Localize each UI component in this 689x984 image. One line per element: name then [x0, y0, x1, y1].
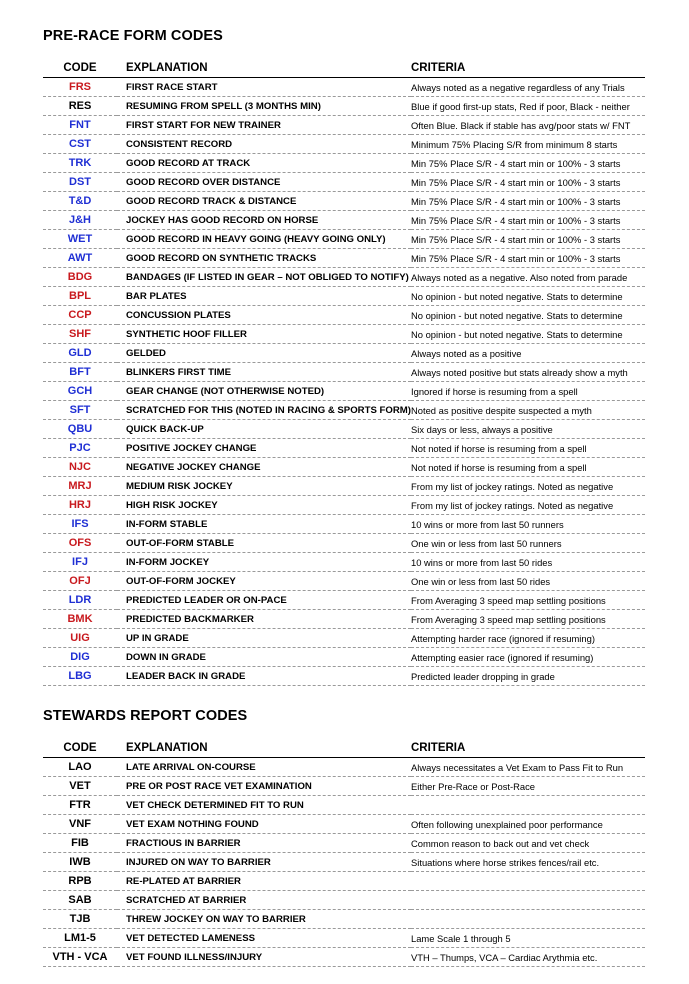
explanation-cell: IN-FORM JOCKEY [117, 553, 411, 572]
table-row [43, 572, 645, 591]
table-row [43, 496, 645, 515]
explanation-cell: GEAR CHANGE (NOT OTHERWISE NOTED) [117, 382, 411, 401]
table-row [43, 758, 645, 777]
explanation-cell: SYNTHETIC HOOF FILLER [117, 325, 411, 344]
code-cell: SFT [43, 401, 117, 420]
criteria-cell: Always noted as a negative regardless of any Trials [411, 78, 645, 97]
criteria-cell: No opinion - but noted negative. Stats to determine [411, 325, 645, 344]
code-cell: BDG [43, 268, 117, 287]
code-cell: RPB [43, 872, 117, 891]
explanation-header: EXPLANATION [117, 738, 411, 758]
criteria-cell: Minimum 75% Placing S/R from minimum 8 starts [411, 135, 645, 154]
table-row [43, 834, 645, 853]
code-cell: BFT [43, 363, 117, 382]
explanation-cell: POSITIVE JOCKEY CHANGE [117, 439, 411, 458]
table-row [43, 192, 645, 211]
code-cell: SAB [43, 891, 117, 910]
code-cell: IWB [43, 853, 117, 872]
criteria-cell: Min 75% Place S/R - 4 start min or 100% - 3 starts [411, 211, 645, 230]
criteria-cell: 10 wins or more from last 50 runners [411, 515, 645, 534]
explanation-cell: VET FOUND ILLNESS/INJURY [117, 948, 411, 967]
table-row [43, 872, 645, 891]
criteria-cell: Predicted leader dropping in grade [411, 667, 645, 686]
code-cell: PJC [43, 439, 117, 458]
prerace-header-row [43, 58, 645, 78]
explanation-cell: CONSISTENT RECORD [117, 135, 411, 154]
criteria-cell: Six days or less, always a positive [411, 420, 645, 439]
criteria-cell: Common reason to back out and vet check [411, 834, 645, 853]
table-row [43, 948, 645, 967]
explanation-cell: RESUMING FROM SPELL (3 MONTHS MIN) [117, 97, 411, 116]
table-row [43, 553, 645, 572]
explanation-cell: FRACTIOUS IN BARRIER [117, 834, 411, 853]
explanation-cell: FIRST RACE START [117, 78, 411, 97]
code-cell: SHF [43, 325, 117, 344]
code-cell: FRS [43, 78, 117, 97]
explanation-cell: JOCKEY HAS GOOD RECORD ON HORSE [117, 211, 411, 230]
code-cell: J&H [43, 211, 117, 230]
code-header: CODE [43, 58, 117, 78]
criteria-cell: No opinion - but noted negative. Stats to determine [411, 306, 645, 325]
criteria-cell: Min 75% Place S/R - 4 start min or 100% - 3 starts [411, 230, 645, 249]
explanation-cell: SCRATCHED AT BARRIER [117, 891, 411, 910]
table-row [43, 344, 645, 363]
explanation-cell: PRE OR POST RACE VET EXAMINATION [117, 777, 411, 796]
criteria-cell: Always noted as a positive [411, 344, 645, 363]
code-cell: CST [43, 135, 117, 154]
table-row [43, 97, 645, 116]
criteria-cell: From my list of jockey ratings. Noted as negative [411, 496, 645, 515]
table-row [43, 591, 645, 610]
stewards-table [43, 738, 645, 967]
code-cell: NJC [43, 458, 117, 477]
explanation-cell: INJURED ON WAY TO BARRIER [117, 853, 411, 872]
table-row [43, 116, 645, 135]
table-row [43, 230, 645, 249]
criteria-cell: No opinion - but noted negative. Stats to determine [411, 287, 645, 306]
explanation-cell: LATE ARRIVAL ON-COURSE [117, 758, 411, 777]
explanation-cell: VET EXAM NOTHING FOUND [117, 815, 411, 834]
criteria-cell: Not noted if horse is resuming from a spell [411, 439, 645, 458]
explanation-cell: GOOD RECORD ON SYNTHETIC TRACKS [117, 249, 411, 268]
code-cell: TRK [43, 154, 117, 173]
table-row [43, 420, 645, 439]
code-cell: WET [43, 230, 117, 249]
code-cell: OFS [43, 534, 117, 553]
criteria-cell: From Averaging 3 speed map settling positions [411, 591, 645, 610]
explanation-cell: BAR PLATES [117, 287, 411, 306]
table-row [43, 929, 645, 948]
table-row [43, 629, 645, 648]
code-cell: AWT [43, 249, 117, 268]
criteria-header: CRITERIA [411, 58, 645, 78]
explanation-cell: MEDIUM RISK JOCKEY [117, 477, 411, 496]
table-row [43, 477, 645, 496]
code-cell: BMK [43, 610, 117, 629]
code-cell: FTR [43, 796, 117, 815]
explanation-cell: OUT-OF-FORM STABLE [117, 534, 411, 553]
code-cell: RES [43, 97, 117, 116]
criteria-header: CRITERIA [411, 738, 645, 758]
explanation-cell: OUT-OF-FORM JOCKEY [117, 572, 411, 591]
table-row [43, 891, 645, 910]
criteria-cell: Always noted as a negative. Also noted from parade [411, 268, 645, 287]
explanation-cell: THREW JOCKEY ON WAY TO BARRIER [117, 910, 411, 929]
table-row [43, 154, 645, 173]
code-cell: GCH [43, 382, 117, 401]
code-cell: VNF [43, 815, 117, 834]
table-row [43, 363, 645, 382]
code-cell: LBG [43, 667, 117, 686]
table-row [43, 249, 645, 268]
explanation-cell: BLINKERS FIRST TIME [117, 363, 411, 382]
explanation-cell: GOOD RECORD TRACK & DISTANCE [117, 192, 411, 211]
criteria-cell [411, 910, 645, 929]
criteria-cell: Ignored if horse is resuming from a spell [411, 382, 645, 401]
explanation-header: EXPLANATION [117, 58, 411, 78]
code-cell: FIB [43, 834, 117, 853]
explanation-cell: DOWN IN GRADE [117, 648, 411, 667]
code-cell: CCP [43, 306, 117, 325]
table-row [43, 796, 645, 815]
table-row [43, 401, 645, 420]
table-row [43, 78, 645, 97]
explanation-cell: NEGATIVE JOCKEY CHANGE [117, 458, 411, 477]
criteria-cell: Min 75% Place S/R - 4 start min or 100% - 3 starts [411, 173, 645, 192]
criteria-cell: Attempting easier race (ignored if resuming) [411, 648, 645, 667]
code-cell: MRJ [43, 477, 117, 496]
stewards-title: STEWARDS REPORT CODES [43, 708, 248, 724]
code-cell: FNT [43, 116, 117, 135]
code-cell: BPL [43, 287, 117, 306]
explanation-cell: IN-FORM STABLE [117, 515, 411, 534]
criteria-cell: Lame Scale 1 through 5 [411, 929, 645, 948]
code-cell: VET [43, 777, 117, 796]
table-row [43, 458, 645, 477]
criteria-cell: Not noted if horse is resuming from a spell [411, 458, 645, 477]
table-row [43, 173, 645, 192]
stewards-header-row [43, 738, 645, 758]
explanation-cell: CONCUSSION PLATES [117, 306, 411, 325]
criteria-cell: Always noted positive but stats already show a myth [411, 363, 645, 382]
criteria-cell: Noted as positive despite suspected a myth [411, 401, 645, 420]
table-row [43, 515, 645, 534]
code-header: CODE [43, 738, 117, 758]
code-cell: DST [43, 173, 117, 192]
explanation-cell: HIGH RISK JOCKEY [117, 496, 411, 515]
explanation-cell: GOOD RECORD IN HEAVY GOING (HEAVY GOING ONLY) [117, 230, 411, 249]
table-row [43, 853, 645, 872]
criteria-cell: One win or less from last 50 rides [411, 572, 645, 591]
table-row [43, 777, 645, 796]
code-cell: IFJ [43, 553, 117, 572]
table-row [43, 268, 645, 287]
criteria-cell [411, 796, 645, 815]
explanation-cell: FIRST START FOR NEW TRAINER [117, 116, 411, 135]
explanation-cell: VET DETECTED LAMENESS [117, 929, 411, 948]
criteria-cell: Min 75% Place S/R - 4 start min or 100% - 3 starts [411, 154, 645, 173]
code-cell: TJB [43, 910, 117, 929]
explanation-cell: BANDAGES (IF LISTED IN GEAR – NOT OBLIGED TO NOTIFY) [117, 268, 411, 287]
table-row [43, 667, 645, 686]
code-cell: DIG [43, 648, 117, 667]
table-row [43, 910, 645, 929]
criteria-cell: Often following unexplained poor performance [411, 815, 645, 834]
explanation-cell: UP IN GRADE [117, 629, 411, 648]
table-row [43, 610, 645, 629]
stewards-body [43, 758, 645, 967]
explanation-cell: PREDICTED LEADER OR ON-PACE [117, 591, 411, 610]
code-cell: UIG [43, 629, 117, 648]
criteria-cell: Min 75% Place S/R - 4 start min or 100% - 3 starts [411, 192, 645, 211]
explanation-cell: QUICK BACK-UP [117, 420, 411, 439]
explanation-cell: GOOD RECORD AT TRACK [117, 154, 411, 173]
table-row [43, 135, 645, 154]
criteria-cell [411, 872, 645, 891]
criteria-cell: Blue if good first-up stats, Red if poor, Black - neither [411, 97, 645, 116]
criteria-cell: From Averaging 3 speed map settling positions [411, 610, 645, 629]
criteria-cell: Attempting harder race (ignored if resuming) [411, 629, 645, 648]
table-row [43, 534, 645, 553]
code-cell: GLD [43, 344, 117, 363]
criteria-cell: Situations where horse strikes fences/rail etc. [411, 853, 645, 872]
criteria-cell [411, 891, 645, 910]
table-row [43, 325, 645, 344]
explanation-cell: LEADER BACK IN GRADE [117, 667, 411, 686]
criteria-cell: 10 wins or more from last 50 rides [411, 553, 645, 572]
code-cell: VTH - VCA [43, 948, 117, 967]
criteria-cell: Always necessitates a Vet Exam to Pass Fit to Run [411, 758, 645, 777]
code-cell: LDR [43, 591, 117, 610]
code-cell: LM1-5 [43, 929, 117, 948]
code-cell: T&D [43, 192, 117, 211]
criteria-cell: VTH – Thumps, VCA – Cardiac Arythmia etc. [411, 948, 645, 967]
explanation-cell: PREDICTED BACKMARKER [117, 610, 411, 629]
criteria-cell: From my list of jockey ratings. Noted as negative [411, 477, 645, 496]
code-cell: QBU [43, 420, 117, 439]
code-cell: OFJ [43, 572, 117, 591]
code-cell: LAO [43, 758, 117, 777]
table-row [43, 439, 645, 458]
table-row [43, 815, 645, 834]
code-cell: HRJ [43, 496, 117, 515]
table-row [43, 306, 645, 325]
criteria-cell: Either Pre-Race or Post-Race [411, 777, 645, 796]
prerace-table [43, 58, 645, 686]
prerace-title: PRE-RACE FORM CODES [43, 28, 223, 44]
prerace-body [43, 78, 645, 686]
criteria-cell: Often Blue. Black if stable has avg/poor stats w/ FNT [411, 116, 645, 135]
table-row [43, 382, 645, 401]
code-cell: IFS [43, 515, 117, 534]
explanation-cell: GELDED [117, 344, 411, 363]
explanation-cell: GOOD RECORD OVER DISTANCE [117, 173, 411, 192]
table-row [43, 648, 645, 667]
explanation-cell: VET CHECK DETERMINED FIT TO RUN [117, 796, 411, 815]
criteria-cell: One win or less from last 50 runners [411, 534, 645, 553]
criteria-cell: Min 75% Place S/R - 4 start min or 100% - 3 starts [411, 249, 645, 268]
table-row [43, 287, 645, 306]
explanation-cell: SCRATCHED FOR THIS (NOTED IN RACING & SPORTS FORM) [117, 401, 411, 420]
explanation-cell: RE-PLATED AT BARRIER [117, 872, 411, 891]
table-row [43, 211, 645, 230]
